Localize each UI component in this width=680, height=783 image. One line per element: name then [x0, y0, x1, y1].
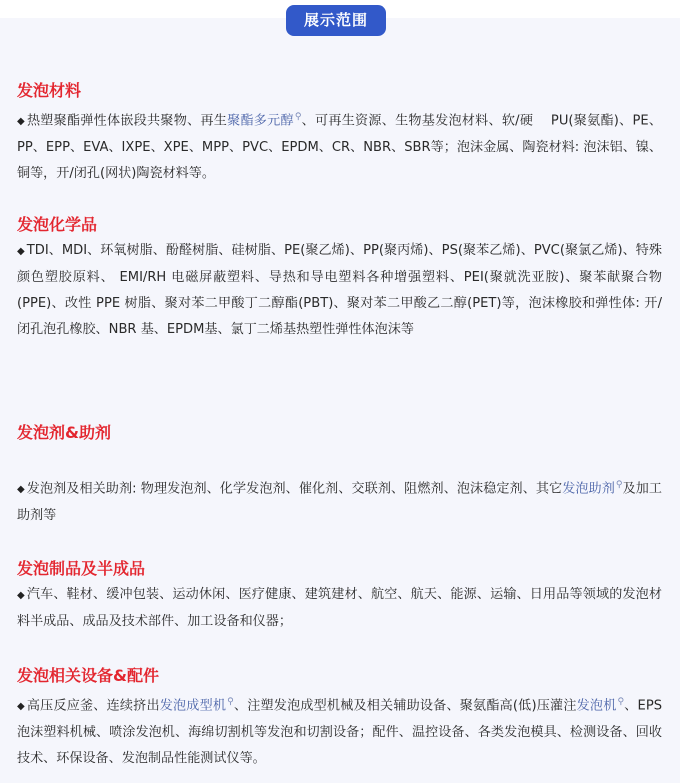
bullet-icon: ◆: [17, 590, 25, 601]
body-text: 、可再生资源、生物基发泡材料、软/硬 PU(聚氨酯)、PE、PP、EPP、EVA、IXPE、XPE、MPP、PVC、EPDM、CR、NBR、SBR等；泡沫金属、陶瓷材料: 泡沫铝、镍、铜等，开/闭孔(网状)陶瓷材料等。: [17, 113, 662, 182]
section-title: 发泡化学品: [17, 215, 98, 234]
keyword-link[interactable]: 发泡助剂: [562, 481, 615, 497]
section-foam-equipment: [17, 665, 662, 772]
keyword-link[interactable]: 聚酯多元醇: [227, 113, 294, 129]
search-icon[interactable]: ⚲: [617, 697, 625, 707]
section-title: 发泡材料: [17, 81, 82, 100]
body-text: 发泡剂及相关助剂: 物理发泡剂、化学发泡剂、催化剂、交联剂、阻燃剂、泡沫稳定剂、其它: [26, 481, 563, 497]
section-foam-chemicals: [17, 214, 662, 343]
keyword-link[interactable]: 发泡机: [576, 698, 617, 714]
section-heading-pill: 展示范围: [286, 5, 386, 36]
search-icon[interactable]: ⚲: [227, 697, 234, 707]
bullet-icon: ◆: [17, 701, 25, 713]
body-text: 高压反应釜、连续挤出: [26, 698, 160, 714]
bullet-icon: ◆: [17, 246, 25, 257]
section-body: [17, 582, 662, 635]
body-text: 热塑聚酯弹性体嵌段共聚物、再生: [26, 113, 228, 129]
keyword-link[interactable]: 发泡成型机: [159, 698, 227, 714]
bullet-icon: ◆: [17, 116, 25, 128]
bullet-icon: ◆: [17, 484, 25, 496]
body-text: 、EPS 泡沫塑料机械、喷涂发泡机、海绵切割机等发泡和切割设备；配件、温控设备、各类发泡模具、检测设备、回收技术、环保设备、发泡制品性能测试仪等。: [17, 698, 663, 767]
section-body: [17, 238, 662, 343]
body-text: 、注塑发泡成型机械及相关辅助设备、聚氨酯高(低)压灌注: [233, 698, 577, 714]
search-icon[interactable]: ⚲: [294, 112, 302, 122]
body-text: 汽车、鞋材、缓冲包装、运动休闲、医疗健康、建筑建材、航空、航天、能源、运输、日用品等领域的发泡材料半成品、成品及技术部件、加工设备和仪器；: [17, 587, 662, 629]
section-foam-materials: [17, 80, 662, 187]
section-body: [17, 104, 662, 187]
body-text: 及加工助剂等: [17, 481, 663, 524]
section-title: 发泡相关设备&配件: [17, 666, 159, 685]
section-foam-products: [17, 558, 662, 635]
section-title: 发泡剂&助剂: [17, 423, 111, 442]
section-foaming-agents: [17, 422, 662, 529]
section-body: [17, 472, 662, 529]
body-text: TDI、MDI、环氧树脂、酚醛树脂、硅树脂、PE(聚乙烯)、PP(聚丙烯)、PS(聚苯乙烯)、PVC(聚氯乙烯)、特殊颜色塑胶原料、 EMI/RH 电磁屏蔽塑料、导热和导电塑料各种增强塑料、PEI(聚就洗亚胺)、聚苯献聚合物(PPE)、改性 PPE 树脂、聚对苯二甲酸丁二醇酯(PBT)、聚对苯二甲酸乙二醇(PET)等，泡沫橡胶和弹性体: 开/闭孔泡孔橡胶、NBR 基、EPDM基、氯丁二烯基热塑性弹性体泡沫等: [17, 243, 662, 337]
search-icon[interactable]: ⚲: [615, 480, 623, 490]
section-title: 发泡制品及半成品: [17, 559, 146, 578]
section-body: [17, 689, 662, 772]
